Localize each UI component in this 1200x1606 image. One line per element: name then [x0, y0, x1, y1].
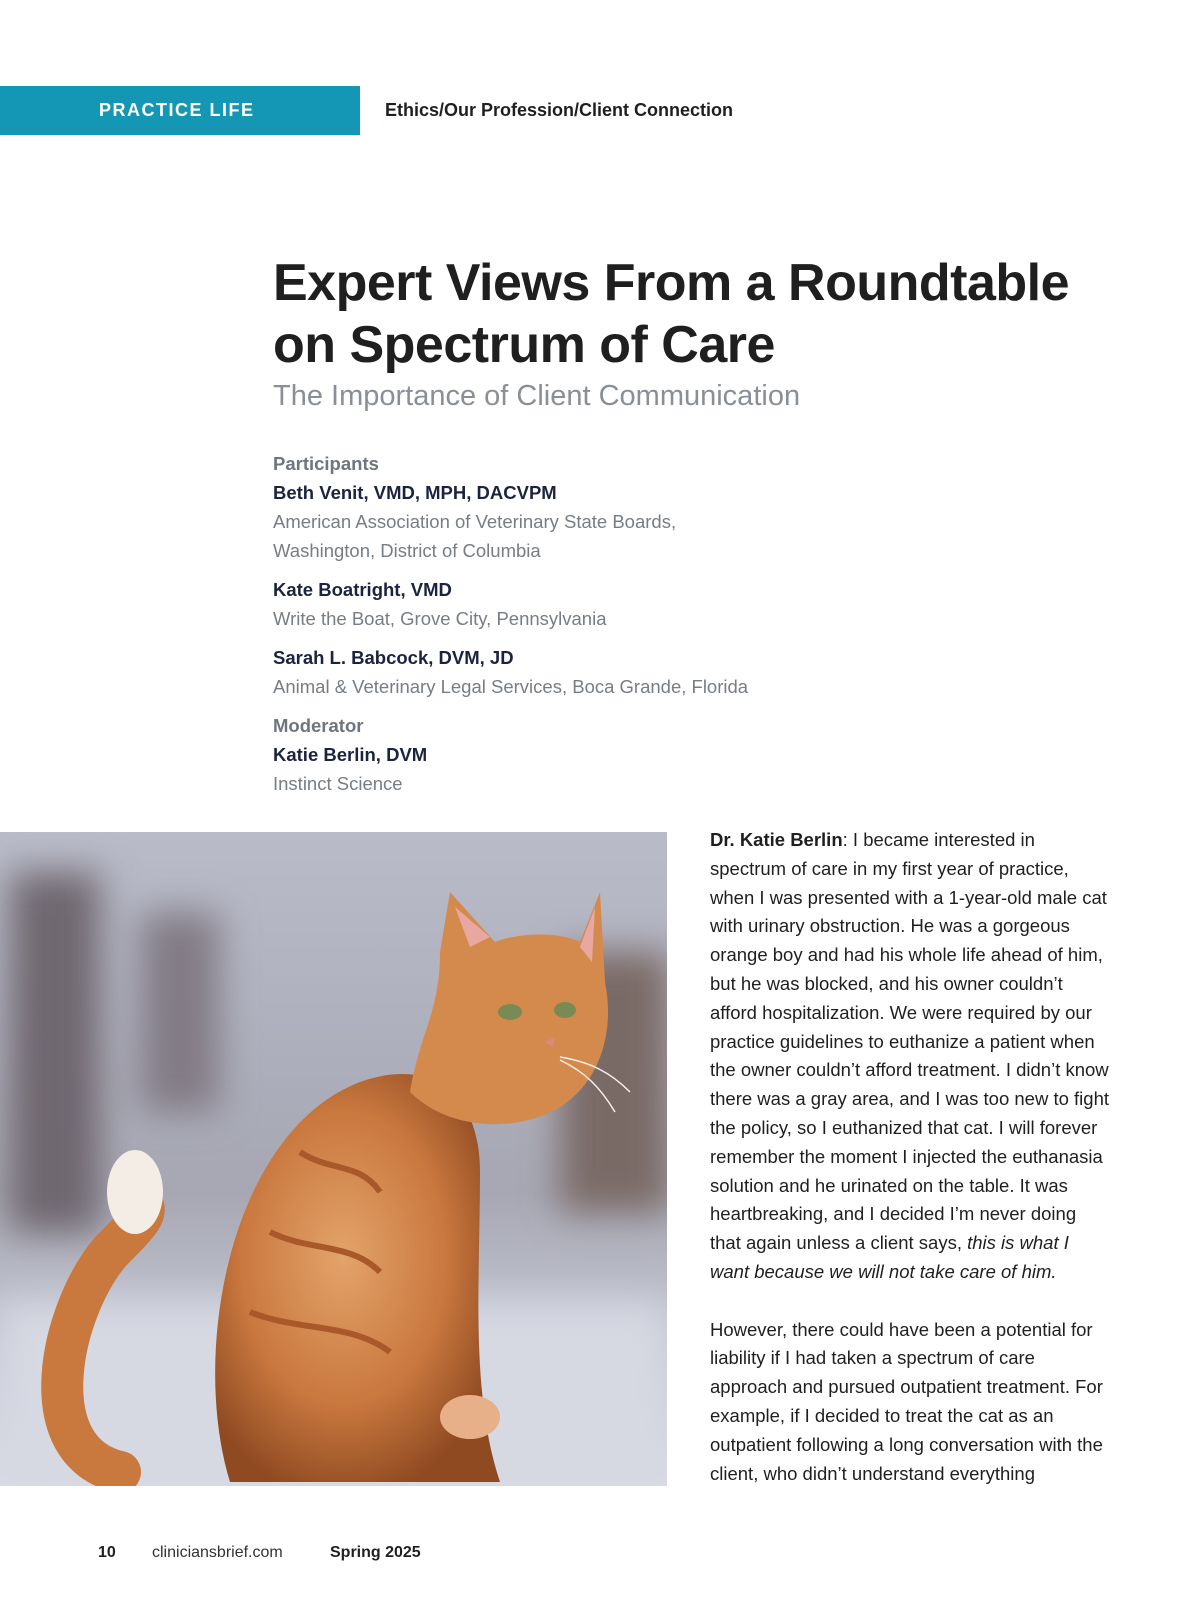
speaker-name: Dr. Katie Berlin — [710, 829, 843, 850]
moderator-name: Katie Berlin, DVM — [273, 744, 428, 765]
participants-label: Participants — [273, 453, 379, 474]
section-tag — [0, 86, 360, 135]
participant-affiliation: American Association of Veterinary State Boards, — [273, 511, 677, 532]
participant-name: Sarah L. Babcock, DVM, JD — [273, 647, 514, 668]
issue-label: Spring 2025 — [330, 1544, 421, 1561]
article-body — [710, 826, 1110, 1517]
participants-block — [273, 449, 893, 798]
paragraph-1-italic: this is what I want because we will not take care of him. — [710, 1232, 1069, 1282]
article-title — [273, 252, 1133, 376]
page-number: 10 — [98, 1544, 116, 1561]
moderator-label: Moderator — [273, 715, 364, 736]
participant-affiliation: Animal & Veterinary Legal Services, Boca Grande, Florida — [273, 676, 749, 697]
participant-name: Beth Venit, VMD, MPH, DACVPM — [273, 482, 557, 503]
participant-name: Kate Boatright, VMD — [273, 579, 452, 600]
title-line-1: Expert Views From a Roundtable — [273, 254, 1070, 312]
site-url: cliniciansbrief.com — [152, 1544, 283, 1561]
section-topics: Ethics/Our Profession/Client Connection — [385, 100, 734, 120]
article-subtitle: The Importance of Client Communication — [273, 380, 801, 412]
cat-photo — [0, 832, 667, 1486]
cat-illustration — [0, 832, 667, 1486]
participant-affiliation: Washington, District of Columbia — [273, 540, 541, 561]
section-label: PRACTICE LIFE — [99, 100, 255, 120]
participant-affiliation: Write the Boat, Grove City, Pennsylvania — [273, 608, 607, 629]
title-line-2: on Spectrum of Care — [273, 316, 775, 374]
paragraph-1-text: : I became interested in spectrum of care in my first year of practice, when I was presented with a 1-year-old male cat with urinary obstruction. He was a gorgeous orange boy and had his whole life ahead of him, but he was blocked, and his owner couldn’t afford hospitalization. We were required by our practice guidelines to euthanize a patient when the owner couldn’t afford treatment. I didn’t know there was a gray area, and I was too new to fight the policy, so I euthanized that cat. I will forever remember the moment I injected the euthanasia solution and he urinated on the table. It was heartbreaking, and I decided I’m never doing that again unless a client says, — [710, 829, 1110, 1254]
paragraph-2: However, there could have been a potential for liability if I had taken a spectrum of care approach and pursued outpatient treatment. For example, if I decided to treat the cat as an outpatient following a long conversation with the client, who didn’t understand everything — [710, 1318, 1103, 1484]
paragraph-1 — [710, 826, 1110, 1287]
moderator-affiliation: Instinct Science — [273, 773, 403, 794]
page-footer — [98, 1544, 421, 1562]
